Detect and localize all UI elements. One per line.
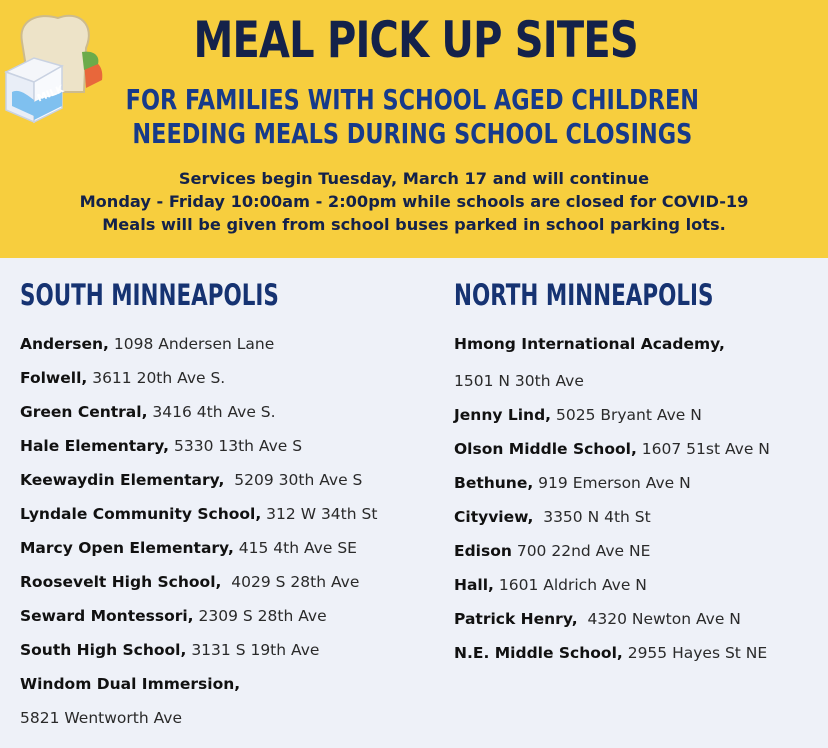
site-address: 5330 13th Ave S xyxy=(169,437,303,455)
site-address: 3611 20th Ave S. xyxy=(87,369,226,387)
site-item xyxy=(454,636,770,670)
site-name: Hall, xyxy=(454,576,494,594)
services-line-2: Monday - Friday 10:00am - 2:00pm while schools are closed for COVID-19 xyxy=(79,192,749,211)
site-address: 1607 51st Ave N xyxy=(636,440,770,458)
site-item xyxy=(454,568,770,602)
services-line-3: Meals will be given from school buses parked in school parking lots. xyxy=(102,215,726,234)
subtitle-line-2: NEEDING MEALS DURING SCHOOL CLOSINGS xyxy=(132,117,693,150)
site-item xyxy=(454,432,770,466)
site-name: Cityview, xyxy=(454,508,534,526)
site-name: Seward Montessori, xyxy=(20,607,194,625)
site-item xyxy=(454,398,770,432)
subtitle-line-1: FOR FAMILIES WITH SCHOOL AGED CHILDREN xyxy=(125,83,700,116)
site-address: 312 W 34th St xyxy=(261,505,378,523)
site-name: Edison xyxy=(454,542,512,560)
site-address: 5821 Wentworth Ave xyxy=(20,709,182,727)
page-title: MEAL PICK UP SITES xyxy=(193,11,638,69)
site-item xyxy=(20,531,377,565)
site-address: 1601 Aldrich Ave N xyxy=(493,576,647,594)
site-name: South High School, xyxy=(20,641,187,659)
site-address: 3350 N 4th St xyxy=(533,508,651,526)
site-name: Hale Elementary, xyxy=(20,437,170,455)
north-sites-list xyxy=(454,327,770,670)
site-item xyxy=(454,466,770,500)
site-name: N.E. Middle School, xyxy=(454,644,623,662)
site-address: 700 22nd Ave NE xyxy=(511,542,651,560)
site-name: Olson Middle School, xyxy=(454,440,637,458)
site-name: Folwell, xyxy=(20,369,88,387)
site-address: 4320 Newton Ave N xyxy=(577,610,741,628)
site-item xyxy=(454,364,770,398)
site-item xyxy=(20,361,377,395)
site-name: Hmong International Academy, xyxy=(454,335,725,353)
site-item xyxy=(20,463,377,497)
site-item xyxy=(454,534,770,568)
services-info xyxy=(0,167,828,236)
site-address: 415 4th Ave SE xyxy=(233,539,357,557)
site-name: Windom Dual Immersion, xyxy=(20,675,241,693)
site-item xyxy=(20,633,377,667)
site-item xyxy=(454,327,770,364)
header-banner xyxy=(0,0,828,258)
milk-label: MILK xyxy=(35,83,66,105)
site-name: Lyndale Community School, xyxy=(20,505,262,523)
site-address: 3416 4th Ave S. xyxy=(147,403,276,421)
site-item xyxy=(20,327,377,361)
site-address: 3131 S 19th Ave xyxy=(186,641,320,659)
site-name: Bethune, xyxy=(454,474,534,492)
site-address: 1501 N 30th Ave xyxy=(454,372,584,390)
site-address: 919 Emerson Ave N xyxy=(533,474,691,492)
site-item xyxy=(20,497,377,531)
site-item xyxy=(20,701,377,735)
site-name: Marcy Open Elementary, xyxy=(20,539,234,557)
site-name: Green Central, xyxy=(20,403,148,421)
site-name: Patrick Henry, xyxy=(454,610,578,628)
site-item xyxy=(20,395,377,429)
site-item xyxy=(20,667,377,701)
south-sites-list xyxy=(20,327,377,735)
north-minneapolis-heading: NORTH MINNEAPOLIS xyxy=(454,278,714,312)
site-address: 5209 30th Ave S xyxy=(224,471,363,489)
site-name: Jenny Lind, xyxy=(454,406,552,424)
site-item xyxy=(20,599,377,633)
services-line-1: Services begin Tuesday, March 17 and will continue xyxy=(178,169,650,188)
south-minneapolis-heading: SOUTH MINNEAPOLIS xyxy=(20,278,279,312)
site-address: 4029 S 28th Ave xyxy=(221,573,360,591)
site-name: Roosevelt High School, xyxy=(20,573,222,591)
site-item xyxy=(454,500,770,534)
site-item xyxy=(20,429,377,463)
milk-carton-icon xyxy=(6,58,67,122)
site-name: Keewaydin Elementary, xyxy=(20,471,225,489)
site-address: 5025 Bryant Ave N xyxy=(551,406,702,424)
site-name: Andersen, xyxy=(20,335,109,353)
site-item xyxy=(20,565,377,599)
site-address: 2955 Hayes St NE xyxy=(622,644,768,662)
site-address: 2309 S 28th Ave xyxy=(193,607,327,625)
site-item xyxy=(454,602,770,636)
site-address: 1098 Andersen Lane xyxy=(108,335,275,353)
